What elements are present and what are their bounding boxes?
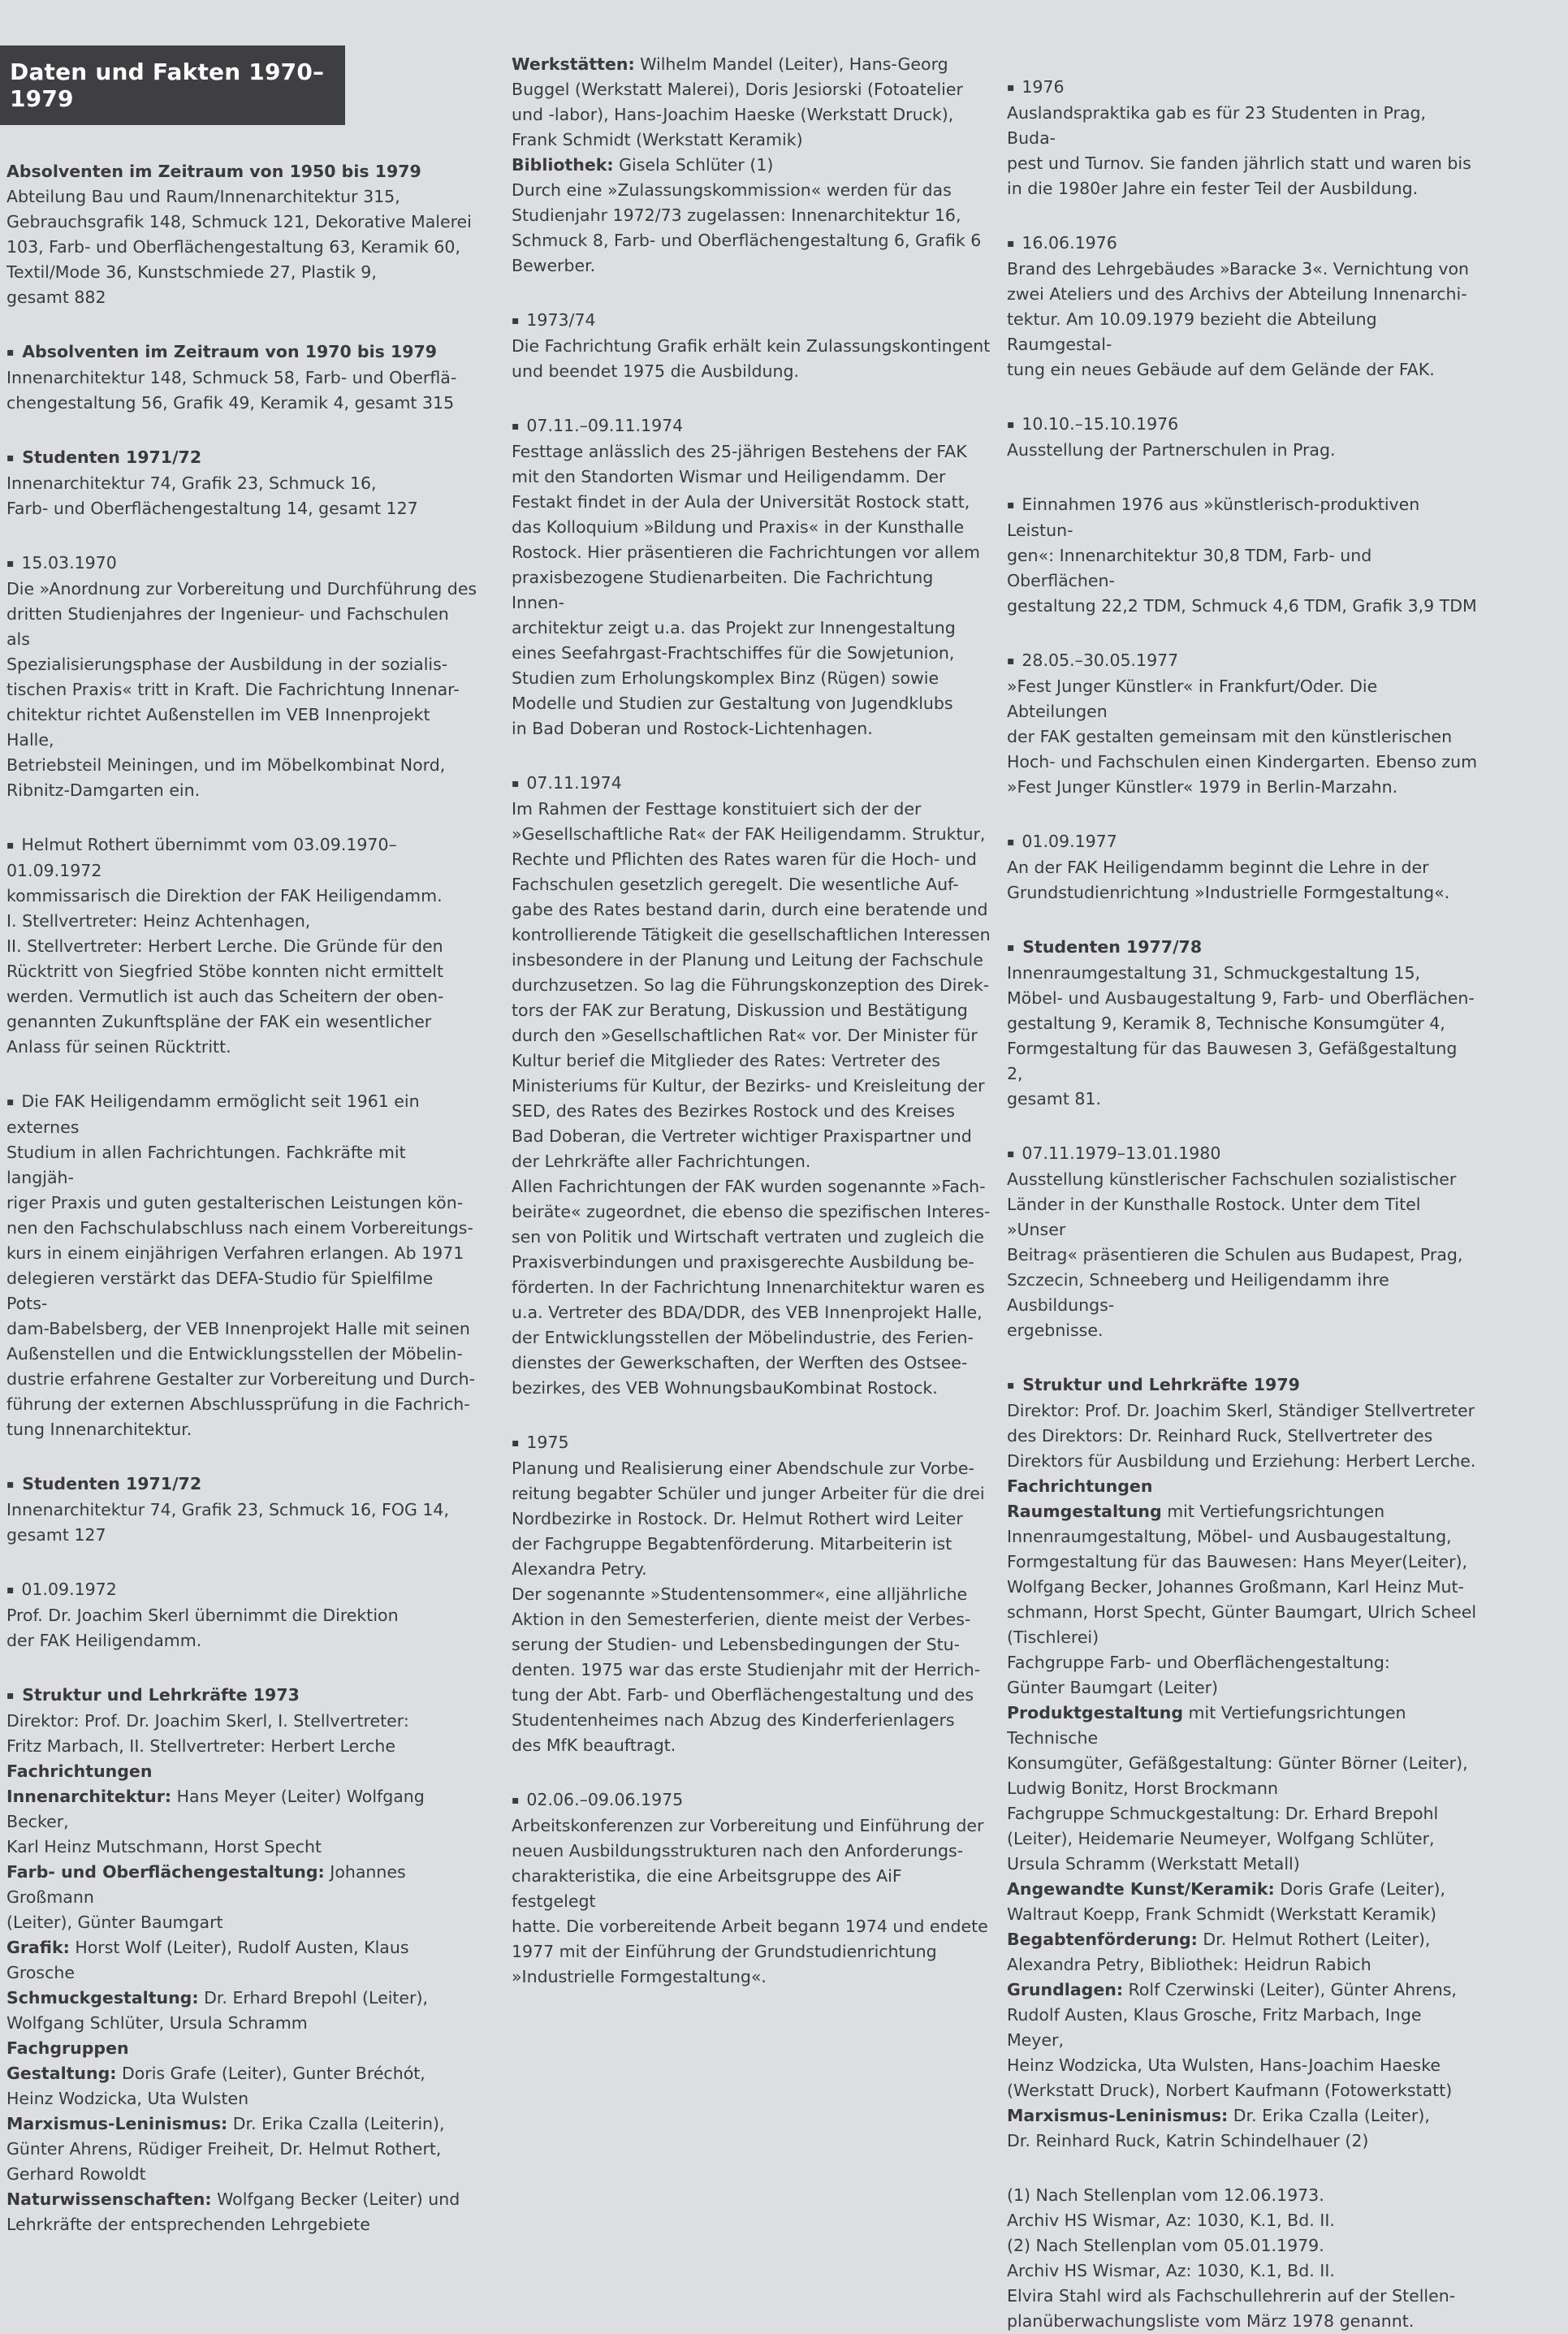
entry-text: Die Fachrichtung Grafik erhält kein Zulassungskontingent und beendet 1975 die Ausbildung. <box>512 336 991 381</box>
staff-line-label: Innenarchitektur: <box>6 1787 172 1806</box>
staff-line-text: Karl Heinz Mutschmann, Horst Specht <box>6 1837 322 1856</box>
entry-date: ▪ 28.05.–30.05.1977 <box>1007 648 1478 674</box>
staff-line-text: Hans Meyer (Leiter) Wolfgang Becker, <box>6 1787 425 1831</box>
entry-heading: ▪ Studenten 1971/72 <box>6 1472 477 1498</box>
staff-line-text: Fachgruppe Schmuckgestaltung: Dr. Erhard Brepohl <box>1007 1804 1439 1823</box>
staff-line-text: Dr. Helmut Rothert (Leiter), <box>1197 1930 1431 1949</box>
entry-heading: ▪ Absolventen im Zeitraum von 1970 bis 1979 <box>6 339 477 365</box>
staff-line-text: Alexandra Petry, Bibliothek: Heidrun Rabich <box>1007 1955 1371 1974</box>
timeline-entry <box>1007 829 1478 906</box>
entry-text: Auslandspraktika gab es für 23 Studenten in Prag, Buda- pest und Turnov. Sie fanden jährlich statt und waren bis in die 1980er Jahre ein fester Teil der Ausbildung. <box>1007 103 1471 198</box>
staff-line-text: Waltraut Koepp, Frank Schmidt (Werkstatt Keramik) <box>1007 1904 1437 1924</box>
staff-line-text: Fachgruppe Farb- und Oberflächengestaltung: <box>1007 1653 1390 1672</box>
staff-line <box>1007 1524 1478 1550</box>
entry-text: kommissarisch die Direktion der FAK Heiligendamm. I. Stellvertreter: Heinz Achtenhagen, II. Stellvertreter: Herbert Lerche. Die Gründe für den Rücktritt von Siegfried Stöbe konnten nicht ermittelt werden. Vermutlich ist auch das Scheitern der oben- genannten Zukunftspläne der FAK ein wesentlicher Anlass für seinen Rücktritt. <box>6 886 444 1057</box>
timeline-entry <box>6 339 477 416</box>
staff-line-text: und -labor), Hans-Joachim Haeske (Werkstatt Druck), <box>512 105 954 124</box>
staff-line <box>1007 1424 1478 1449</box>
staff-line <box>6 1935 477 1986</box>
timeline-entry <box>512 771 991 1401</box>
entry-text: Ausstellung der Partnerschulen in Prag. <box>1007 440 1336 460</box>
staff-line-label: Grafik: <box>6 1938 70 1957</box>
entry-text: Ausstellung künstlerischer Fachschulen sozialistischer Länder in der Kunsthalle Rostock. Unter dem Titel »Unser Beitrag« präsentieren die Schulen aus Budapest, Prag, Szczecin, Schneeberg und Heiligendamm ihre Ausbildungs- ergebnisse. <box>1007 1169 1463 1340</box>
footnote-line: planüberwachungsliste vom März 1978 genannt. <box>1007 2311 1415 2331</box>
staff-line-text: schmann, Horst Specht, Günter Baumgart, Ulrich Scheel <box>1007 1602 1477 1622</box>
staff-line-label: Angewandte Kunst/Keramik: <box>1007 1879 1275 1899</box>
staff-line <box>6 2036 477 2061</box>
entry-date: ▪ 07.11.1974 <box>512 771 991 797</box>
staff-line-text: Formgestaltung für das Bauwesen: Hans Meyer(Leiter), <box>1007 1552 1468 1571</box>
staff-line <box>512 77 991 102</box>
staff-line <box>6 2187 477 2212</box>
entry-date: ▪ 1975 <box>512 1430 991 1456</box>
staff-line-text: (Leiter), Heidemarie Neumeyer, Wolfgang Schlüter, <box>1007 1829 1435 1848</box>
timeline-entry <box>1007 231 1478 383</box>
staff-line <box>1007 1625 1478 1650</box>
entry-date: ▪ 01.09.1977 <box>1007 829 1478 855</box>
staff-line-label: Marxismus-Leninismus: <box>1007 2106 1229 2125</box>
staff-line <box>1007 2003 1478 2053</box>
staff-line-text: Rudolf Austen, Klaus Grosche, Fritz Marbach, Inge Meyer, <box>1007 2005 1422 2050</box>
entry-date: ▪ 1973/74 <box>512 308 991 334</box>
staff-line <box>1007 1701 1478 1751</box>
staff-line <box>1007 1751 1478 1776</box>
entry-text: gen«: Innenarchitektur 30,8 TDM, Farb- und Oberflächen- gestaltung 22,2 TDM, Schmuck 4,6 TDM, Grafik 3,9 TDM <box>1007 546 1477 616</box>
section-banner: Daten und Fakten 1970–1979 <box>0 45 345 125</box>
entry-date: ▪ Helmut Rothert übernimmt vom 03.09.1970–01.09.1972 <box>6 832 477 884</box>
staff-line-text: (Tischlerei) <box>1007 1627 1099 1647</box>
staff-line <box>1007 2103 1478 2129</box>
staff-line <box>1007 1826 1478 1852</box>
staff-line-text: Heinz Wodzicka, Uta Wulsten, Hans-Joachim Haeske <box>1007 2055 1441 2075</box>
staff-line <box>1007 2129 1478 2154</box>
entry-date: ▪ 15.03.1970 <box>6 551 477 577</box>
staff-line-text: Günter Baumgart (Leiter) <box>1007 1678 1219 1697</box>
entry-date: ▪ 02.06.–09.06.1975 <box>512 1787 991 1813</box>
staff-line-text: Doris Grafe (Leiter), Gunter Bréchót, <box>116 2064 425 2083</box>
footnote-line: (2) Nach Stellenplan vom 05.01.1979. <box>1007 2236 1324 2255</box>
footnote-line: Elvira Stahl wird als Fachschullehrerin auf der Stellen- <box>1007 2286 1456 2306</box>
struktur-1979-lines <box>1007 1398 1478 2154</box>
staff-line-text: Horst Wolf (Leiter), Rudolf Austen, Klaus Grosche <box>6 1938 409 1982</box>
staff-line <box>1007 2053 1478 2078</box>
entry-text: Planung und Realisierung einer Abendschule zur Vorbe- reitung begabter Schüler und junger Arbeiter für die drei Nordbezirke in Rostock. Dr. Helmut Rothert wird Leiter der Fachgruppe Begabtenförderung. Mitarbeiterin ist Alexandra Petry. Der sogenannte »Studentensommer«, eine alljährliche Aktion in den Semesterferien, diente meist der Verbes- serung der Studien- und Lebensbedingungen der Stu- denten. 1975 war das erste Studienjahr mit der Herrich- tung der Abt. Farb- und Oberflächengestaltung und des Studentenheimes nach Abzug des Kinderferienlagers des MfK beauftragt. <box>512 1459 985 1755</box>
staff-line <box>6 2086 477 2111</box>
entry-text: Innenarchitektur 74, Grafik 23, Schmuck 16, FOG 14, gesamt 127 <box>6 1500 449 1545</box>
staff-line <box>6 1835 477 1860</box>
struktur-1973-lines <box>6 1709 477 2237</box>
staff-line-text: (Leiter), Günter Baumgart <box>6 1913 223 1932</box>
staff-line-text: Bewerber. <box>512 256 596 275</box>
staff-line-label: Schmuckgestaltung: <box>6 1988 199 2008</box>
timeline-entry <box>6 1089 477 1442</box>
entry-date: ▪ 1976 <box>1007 75 1478 101</box>
staff-line-text: (Werkstatt Druck), Norbert Kaufmann (Fotowerkstatt) <box>1007 2081 1453 2100</box>
entry-date: ▪ Einnahmen 1976 aus »künstlerisch-produktiven Leistun- <box>1007 492 1478 543</box>
staff-line-text: Dr. Erika Czalla (Leiter), <box>1228 2106 1430 2125</box>
entry-heading: Absolventen im Zeitraum von 1950 bis 1979 <box>6 162 421 181</box>
staff-line <box>6 1860 477 1910</box>
staff-line-label: Fachgruppen <box>6 2038 129 2058</box>
struktur-1973-heading: ▪ Struktur und Lehrkräfte 1973 <box>6 1683 477 1709</box>
timeline-entry <box>1007 1141 1478 1343</box>
timeline-entry <box>1007 412 1478 463</box>
staff-line <box>1007 1449 1478 1474</box>
staff-line <box>512 228 991 253</box>
staff-line-label: Farb- und Oberflächengestaltung: <box>6 1862 325 1882</box>
column-left <box>6 159 477 2267</box>
staff-line-label: Produktgestaltung <box>1007 1703 1184 1722</box>
staff-line <box>512 102 991 128</box>
staff-line <box>1007 1927 1478 1952</box>
staff-line-label: Gestaltung: <box>6 2064 117 2083</box>
staff-line-text: Innenraumgestaltung, Möbel- und Ausbaugestaltung, <box>1007 1527 1452 1546</box>
entry-text: Im Rahmen der Festtage konstituiert sich der der »Gesellschaftliche Rat« der FAK Heiligendamm. Struktur, Rechte und Pflichten des Rates waren für die Hoch- und Fachschulen gesetzlich geregelt. Die wesentliche Auf- gabe des Rates bestand darin, durch eine beratende und kontrollierende Tätigkeit die gesellschaftlichen Interessen insbesondere in der Planung und Leitung der Fachschule durchzusetzen. So lag die Führungskonzeption des Direk- tors der FAK zur Beratung, Diskussion und Bestätigung durch den »Gesellschaftlichen Rat« vor. Der Minister für Kultur berief die Mitglieder des Rates: Vertreter des Ministeriums für Kultur, der Bezirks- und Kreisleitung der SED, des Rates des Bezirkes Rostock und des Kreises Bad Doberan, die Vertreter wichtiger Praxispartner und der Lehrkräfte aller Fachrichtungen. Allen Fachrichtungen der FAK wurden sogenannte »Fach- beiräte« zugeordnet, die ebenso die spezifischen Interes- sen von Politik und Wirtschaft vertraten und zugleich die Praxisverbindungen und praxisgerechte Ausbildung be- förderten. In der Fachrichtung Innenarchitektur waren es u.a. Vertreter des BDA/DDR, des VEB Innenprojekt Halle, der Entwicklungsstellen der Möbelindustrie, des Ferien- dienstes der Gewerkschaften, der Werften des Ostsee- bezirkes, des VEB WohnungsbauKombinat Rostock. <box>512 799 991 1398</box>
entry-text: Innenarchitektur 74, Grafik 23, Schmuck 16, Farb- und Oberflächengestaltung 14, gesamt 127 <box>6 473 418 518</box>
staff-line-text: Wilhelm Mandel (Leiter), Hans-Georg <box>634 54 948 74</box>
staff-line-text: des Direktors: Dr. Reinhard Ruck, Stellvertreter des <box>1007 1426 1433 1446</box>
staff-line-label: Grundlagen: <box>1007 1980 1124 1999</box>
staff-line-text: Direktor: Prof. Dr. Joachim Skerl, Ständiger Stellvertreter <box>1007 1401 1475 1420</box>
staff-line-label: Bibliothek: <box>512 155 614 175</box>
staff-line-text: Günter Ahrens, Rüdiger Freiheit, Dr. Helmut Rothert, <box>6 2139 442 2159</box>
column-middle <box>512 52 991 2019</box>
entry-text: Festtage anlässlich des 25-jährigen Bestehens der FAK mit den Standorten Wismar und Heiligendamm. Der Festakt findet in der Aula der Universität Rostock statt, das Kolloquium »Bildung und Praxis« in der Kunsthalle Rostock. Hier präsentieren die Fachrichtungen vor allem praxisbezogene Studienarbeiten. Die Fachrichtung Innen- architektur zeigt u.a. das Projekt zur Innengestaltung eines Seefahrgast-Frachtschiffes für die Sowjetunion, Studien zum Erholungskomplex Binz (Rügen) sowie Modelle und Studien zur Gestaltung von Jugendklubs in Bad Doberan und Rostock-Lichtenhagen. <box>512 442 980 738</box>
staff-line <box>6 1910 477 1935</box>
struktur-1979 <box>1007 1372 1478 2154</box>
staff-line-text: Frank Schmidt (Werkstatt Keramik) <box>512 130 803 149</box>
staff-line <box>6 2061 477 2086</box>
timeline-entry <box>1007 648 1478 800</box>
staff-line <box>1007 1499 1478 1524</box>
timeline-entry <box>1007 935 1478 1112</box>
entry-text: Abteilung Bau und Raum/Innenarchitektur 315, Gebrauchsgrafik 148, Schmuck 121, Dekorative Malerei 103, Farb- und Oberflächengestaltung 63, Keramik 60, Textil/Mode 36, Kunstschmiede 27, Plastik 9, gesamt 882 <box>6 187 472 307</box>
staff-line-text: Gisela Schlüter (1) <box>613 155 774 175</box>
staff-line-label: Marxismus-Leninismus: <box>6 2114 228 2133</box>
staff-line <box>6 2111 477 2137</box>
staff-line-text: Konsumgüter, Gefäßgestaltung: Günter Börner (Leiter), <box>1007 1753 1468 1773</box>
timeline-entry <box>1007 492 1478 619</box>
footnote-line: Archiv HS Wismar, Az: 1030, K.1, Bd. II. <box>1007 2261 1335 2280</box>
entry-date: ▪ 07.11.–09.11.1974 <box>512 413 991 439</box>
entry-heading: ▪ Studenten 1971/72 <box>6 445 477 471</box>
staff-line <box>512 253 991 279</box>
staff-line-label: Fachrichtungen <box>1007 1476 1153 1496</box>
timeline-entry <box>512 308 991 384</box>
staff-line-text: mit Vertiefungsrichtungen Technische <box>1007 1703 1406 1748</box>
staff-line-text: Wolfgang Schlüter, Ursula Schramm <box>6 2013 308 2033</box>
entry-text: »Fest Junger Künstler« in Frankfurt/Oder. Die Abteilungen der FAK gestalten gemeinsam mit den künstlerischen Hoch- und Fachschulen einen Kindergarten. Ebenso zum »Fest Junger Künstler« 1979 in Berlin-Marzahn. <box>1007 676 1478 797</box>
staff-line-text: Wolfgang Becker (Leiter) und <box>211 2189 460 2209</box>
left-entries <box>6 159 477 1653</box>
staff-line <box>1007 1474 1478 1499</box>
staff-line <box>1007 1977 1478 2003</box>
entry-text: An der FAK Heiligendamm beginnt die Lehre in der Grundstudienrichtung »Industrielle Formgestaltung«. <box>1007 858 1450 902</box>
staff-line <box>6 2137 477 2162</box>
struktur-1973 <box>6 1683 477 2237</box>
timeline-entry <box>1007 75 1478 201</box>
staff-line <box>6 2162 477 2187</box>
staff-line <box>6 1986 477 2011</box>
timeline-entry <box>6 159 477 310</box>
staff-line-text: Durch eine »Zulassungskommission« werden für das <box>512 180 952 200</box>
timeline-entry <box>6 1472 477 1548</box>
staff-line <box>6 2011 477 2036</box>
staff-line-text: Dr. Reinhard Ruck, Katrin Schindelhauer (2) <box>1007 2131 1369 2150</box>
staff-line-text: Fritz Marbach, II. Stellvertreter: Herbert Lerche <box>6 1736 395 1756</box>
staff-line-text: Ludwig Bonitz, Horst Brockmann <box>1007 1779 1279 1798</box>
right-entries <box>1007 75 1478 1343</box>
staff-line-text: Wolfgang Becker, Johannes Großmann, Karl Heinz Mut- <box>1007 1577 1464 1597</box>
struktur-1979-heading: ▪ Struktur und Lehrkräfte 1979 <box>1007 1372 1478 1398</box>
staff-line-label: Fachrichtungen <box>6 1761 153 1781</box>
staff-line <box>6 1734 477 1759</box>
timeline-entry <box>512 413 991 741</box>
staff-line-text: Ursula Schramm (Werkstatt Metall) <box>1007 1854 1300 1874</box>
staff-line-text: Doris Grafe (Leiter), <box>1274 1879 1446 1899</box>
staff-line <box>512 153 991 178</box>
staff-line <box>1007 1776 1478 1801</box>
staff-line <box>1007 1650 1478 1675</box>
staff-line <box>6 1709 477 1734</box>
entry-date: ▪ 07.11.1979–13.01.1980 <box>1007 1141 1478 1167</box>
entry-text: Innenarchitektur 148, Schmuck 58, Farb- und Oberflä- chengestaltung 56, Grafik 49, Keramik 4, gesamt 315 <box>6 368 457 413</box>
staff-line-text: Johannes Großmann <box>6 1862 406 1907</box>
staff-line-text: Schmuck 8, Farb- und Oberflächengestaltung 6, Grafik 6 <box>512 231 982 250</box>
middle-entries <box>512 308 991 1990</box>
entry-text: Die »Anordnung zur Vorbereitung und Durchführung des dritten Studienjahres der Ingenieur- und Fachschulen als Spezialisierungsphase der Ausbildung in der sozialis- tischen Praxis« tritt in Kraft. Die Fachrichtung Innenar- chitektur richtet Außenstellen im VEB Innenprojekt Halle, Betriebsteil Meiningen, und im Möbelkombinat Nord, Ribnitz-Damgarten ein. <box>6 579 477 800</box>
staff-line-text: Gerhard Rowoldt <box>6 2164 146 2184</box>
staff-line-text: Direktor: Prof. Dr. Joachim Skerl, I. Stellvertreter: <box>6 1711 409 1731</box>
timeline-entry <box>6 445 477 521</box>
staff-line <box>1007 1600 1478 1625</box>
staff-line-text: Rolf Czerwinski (Leiter), Günter Ahrens, <box>1123 1980 1457 1999</box>
staff-line <box>1007 1952 1478 1977</box>
staff-line <box>6 2212 477 2237</box>
timeline-entry <box>512 1430 991 1758</box>
entry-text: Prof. Dr. Joachim Skerl übernimmt die Direktion der FAK Heiligendamm. <box>6 1606 399 1650</box>
staff-line-text: mit Vertiefungsrichtungen <box>1161 1502 1385 1521</box>
entry-text: Innenraumgestaltung 31, Schmuckgestaltung 15, Möbel- und Ausbaugestaltung 9, Farb- und Oberflächen- gestaltung 9, Keramik 8, Technische Konsumgüter 4, Formgestaltung für das Bauwesen 3, Gefäßgestaltung 2, gesamt 81. <box>1007 963 1475 1109</box>
staff-line-label: Naturwissenschaften: <box>6 2189 212 2209</box>
footnotes <box>1007 2183 1478 2334</box>
staff-line <box>1007 1398 1478 1424</box>
staff-line-label: Begabtenförderung: <box>1007 1930 1198 1949</box>
entry-date: ▪ 10.10.–15.10.1976 <box>1007 412 1478 438</box>
column-right <box>1007 75 1478 2334</box>
staff-line-text: Direktors für Ausbildung und Erziehung: Herbert Lerche. <box>1007 1451 1476 1471</box>
timeline-entry <box>6 551 477 803</box>
staff-line-label: Werkstätten: <box>512 54 635 74</box>
staff-line <box>512 203 991 228</box>
entry-text: Arbeitskonferenzen zur Vorbereitung und Einführung der neuen Ausbildungsstrukturen nach den Anforderungs- charakteristika, die eine Arbeitsgruppe des AiF festgelegt hatte. Die vorbereitende Arbeit begann 1974 und endete 1977 mit der Einführung der Grundstudienrichtung »Industrielle Formgestaltung«. <box>512 1816 988 1986</box>
staff-line <box>1007 1877 1478 1902</box>
timeline-entry <box>512 1787 991 1990</box>
staff-line-text: Lehrkräfte der entsprechenden Lehrgebiete <box>6 2215 370 2234</box>
entry-date: ▪ 01.09.1972 <box>6 1577 477 1603</box>
staff-line <box>512 128 991 153</box>
entry-text: Brand des Lehrgebäudes »Baracke 3«. Vernichtung von zwei Ateliers und des Archivs der Abteilung Innenarchi- tektur. Am 10.09.1979 bezieht die Abteilung Raumgestal- tung ein neues Gebäude auf dem Gelände der FAK. <box>1007 259 1470 379</box>
staff-line-text: Heinz Wodzicka, Uta Wulsten <box>6 2089 249 2108</box>
entry-text: Studium in allen Fachrichtungen. Fachkräfte mit langjäh- riger Praxis und guten gestalterischen Leistungen kön- nen den Fachschulabschluss nach einem Vorbereitungs- kurs in einem einjährigen Verfahren erlangen. Ab 1971 delegieren verstärkt das DEFA-Studio für Spielfilme Pots- dam-Babelsberg, der VEB Innenprojekt Halle mit seinen Außenstellen und die Entwicklungsstellen der Möbelin- dustrie erfahrene Gestalter zur Vorbereitung und Durch- führung der externen Abschlussprüfung in die Fachrich- tung Innenarchitektur. <box>6 1143 476 1439</box>
staff-line <box>1007 1575 1478 1600</box>
entry-date: ▪ Die FAK Heiligendamm ermöglicht seit 1961 ein externes <box>6 1089 477 1140</box>
entry-heading: ▪ Studenten 1977/78 <box>1007 935 1478 961</box>
staff-line <box>512 178 991 203</box>
staff-line <box>1007 1902 1478 1927</box>
timeline-entry <box>6 832 477 1060</box>
footnote-line: Archiv HS Wismar, Az: 1030, K.1, Bd. II. <box>1007 2211 1335 2230</box>
staff-line-text: Buggel (Werkstatt Malerei), Doris Jesiorski (Fotoatelier <box>512 80 963 99</box>
werkstaetten-block <box>512 52 991 279</box>
staff-line <box>1007 1852 1478 1877</box>
staff-line <box>1007 1675 1478 1701</box>
staff-line <box>512 52 991 77</box>
entry-date: ▪ 16.06.1976 <box>1007 231 1478 257</box>
staff-line-label: Raumgestaltung <box>1007 1502 1162 1521</box>
staff-line <box>6 1759 477 1784</box>
footnote-line: (1) Nach Stellenplan vom 12.06.1973. <box>1007 2185 1324 2205</box>
staff-line-text: Dr. Erhard Brepohl (Leiter), <box>198 1988 428 2008</box>
staff-line-text: Dr. Erika Czalla (Leiterin), <box>227 2114 445 2133</box>
staff-line-text: Studienjahr 1972/73 zugelassen: Innenarchitektur 16, <box>512 205 961 225</box>
staff-line <box>1007 1550 1478 1575</box>
timeline-entry <box>6 1577 477 1653</box>
staff-line <box>6 1784 477 1835</box>
staff-line <box>1007 1801 1478 1826</box>
